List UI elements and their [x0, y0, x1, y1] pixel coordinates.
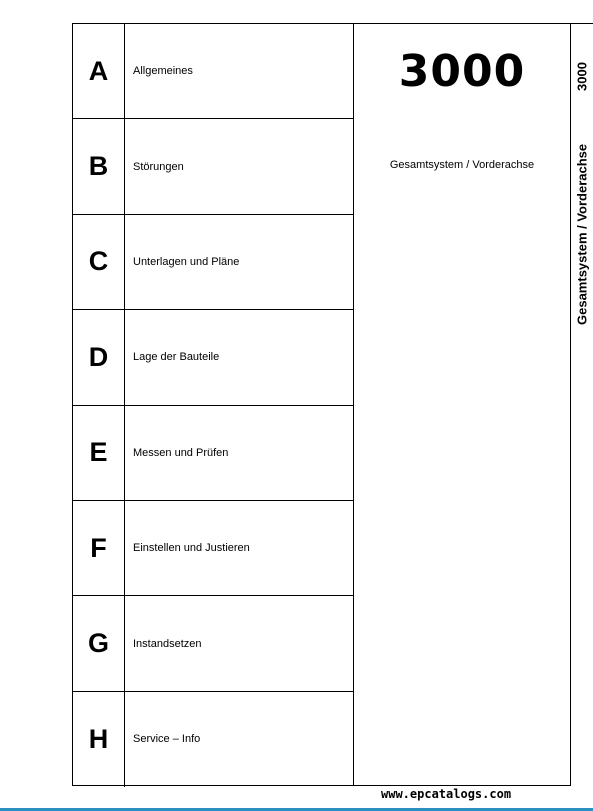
section-label[interactable]: Allgemeines	[133, 65, 193, 78]
section-row-a[interactable]	[73, 24, 353, 119]
section-letter: F	[73, 501, 125, 595]
spine-number: 3000	[574, 62, 590, 92]
spine-title: Gesamtsystem / Vorderachse	[574, 143, 590, 325]
section-row-b[interactable]	[73, 119, 353, 214]
section-index-table	[72, 23, 353, 786]
section-label[interactable]: Lage der Bauteile	[133, 351, 220, 364]
section-letter: B	[73, 119, 125, 213]
section-letter: G	[73, 596, 125, 690]
section-row-h[interactable]	[73, 692, 353, 787]
section-label[interactable]: Messen und Prüfen	[133, 446, 229, 459]
section-letter: D	[73, 310, 125, 404]
section-letter: A	[73, 24, 125, 118]
section-letter: H	[73, 692, 125, 787]
section-label[interactable]: Störungen	[133, 160, 184, 173]
section-row-e[interactable]	[73, 406, 353, 501]
section-row-g[interactable]	[73, 596, 353, 691]
section-label[interactable]: Einstellen und Justieren	[133, 542, 250, 555]
section-letter: C	[73, 215, 125, 309]
group-subtitle: Gesamtsystem / Vorderachse	[389, 159, 535, 171]
section-label[interactable]: Instandsetzen	[133, 637, 202, 650]
spine-label	[571, 23, 593, 786]
section-letter: E	[73, 406, 125, 500]
watermark-url: www.epcatalogs.com	[381, 787, 512, 801]
section-label[interactable]: Unterlagen und Pläne	[133, 255, 240, 268]
section-row-d[interactable]	[73, 310, 353, 405]
title-panel	[353, 23, 571, 786]
section-row-f[interactable]	[73, 501, 353, 596]
section-row-c[interactable]	[73, 215, 353, 310]
group-number: 3000	[398, 46, 526, 97]
section-label[interactable]: Service – Info	[133, 733, 201, 746]
